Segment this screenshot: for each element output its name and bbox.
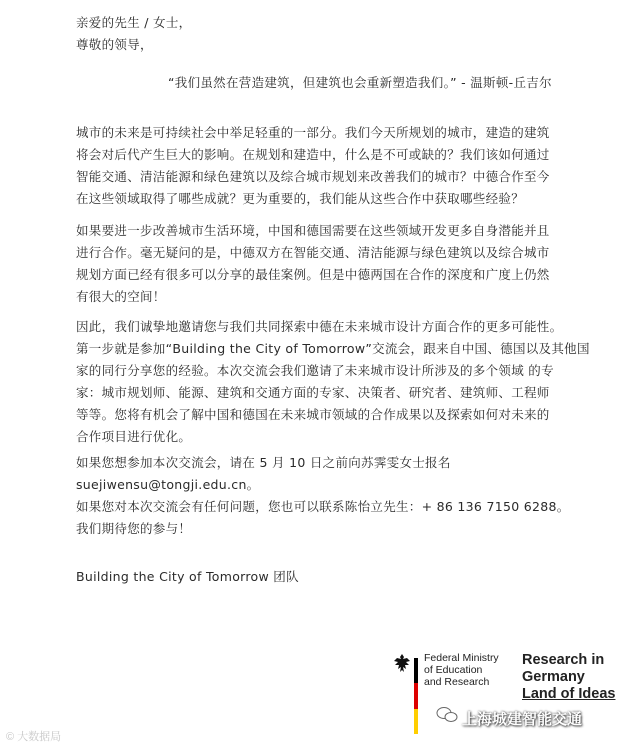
watermark-left: © 大数据局 bbox=[6, 731, 62, 743]
bmbf-line: and Research bbox=[424, 676, 490, 688]
paragraph-line: 智能交通、清洁能源和绿色建筑以及综合城市规划来改善我们的城市？中德合作至今 bbox=[76, 169, 550, 184]
paragraph-line: 合作项目进行优化。 bbox=[76, 429, 192, 444]
paragraph-line: 因此，我们诚挚地邀请您与我们共同探索中德在未来城市设计方面合作的更多可能性。 bbox=[76, 319, 563, 334]
bmbf-line: of Education bbox=[424, 664, 483, 676]
paragraph-line: 进行合作。毫无疑问的是，中德双方在智能交通、清洁能源与绿色建筑以及综合城市 bbox=[76, 245, 550, 260]
rig-line: Research in bbox=[522, 652, 605, 668]
paragraph-line: 如果您想参加本次交流会，请在 5 月 10 日之前向苏霁雯女士报名 bbox=[76, 455, 451, 470]
paragraph-line: 如果您对本次交流会有任何问题，您也可以联系陈怡立先生：+ 86 136 7150 6288。 bbox=[76, 499, 570, 514]
wechat-icon bbox=[436, 706, 458, 724]
signature: Building the City of Tomorrow 团队 bbox=[76, 569, 299, 584]
paragraph-2 bbox=[76, 220, 596, 308]
paragraph-line: 规划方面已经有很多可以分享的最佳案例。但是中德两国在合作的深度和广度上仍然 bbox=[76, 267, 550, 282]
greeting-line-2: 尊敬的领导， bbox=[76, 37, 153, 52]
paragraph-3 bbox=[76, 316, 596, 448]
paragraph-line: 我们期待您的参与！ bbox=[76, 521, 192, 536]
paragraph-line: 将会对后代产生巨大的影响。在规划和建造中，什么是不可或缺的？我们该如何通过 bbox=[76, 147, 550, 162]
rig-line: Land of Ideas bbox=[522, 686, 616, 702]
paragraph-1 bbox=[76, 122, 596, 210]
email-link[interactable]: suejiwensu@tongji.edu.cn。 bbox=[76, 477, 260, 492]
paragraph-line: 家的同行分享您的经验。本次交流会我们邀请了未来城市设计所涉及的多个领域 的专 bbox=[76, 363, 554, 378]
rig-line: Germany bbox=[522, 669, 585, 685]
paragraph-line: 城市的未来是可持续社会中举足轻重的一部分。我们今天所规划的城市，建造的建筑 bbox=[76, 125, 550, 140]
paragraph-line: 等等。您将有机会了解中国和德国在未来城市领域的合作成果以及探索如何对未来的 bbox=[76, 407, 550, 422]
paragraph-line: 第一步就是参加“Building the City of Tomorrow”交流会，跟来自中国、德国以及其他国 bbox=[76, 341, 590, 356]
paragraph-4 bbox=[76, 452, 596, 540]
paragraph-line: 如果要进一步改善城市生活环境，中国和德国需要在这些领域开发更多自身潜能并且 bbox=[76, 223, 550, 238]
paragraph-line: 有很大的空间！ bbox=[76, 289, 166, 304]
research-in-germany-logo bbox=[522, 652, 615, 703]
sponsor-logos bbox=[392, 652, 640, 748]
german-flag-bar bbox=[414, 658, 418, 734]
churchill-quote: “我们虽然在营造建筑，但建筑也会重新塑造我们。” - 温斯顿-丘吉尔 bbox=[168, 75, 552, 90]
greeting-line-1: 亲爱的先生 / 女士， bbox=[76, 15, 192, 30]
federal-eagle-icon bbox=[392, 652, 412, 682]
watermark-right: 上海城建智能交通 bbox=[462, 710, 583, 728]
bmbf-logo-text bbox=[424, 652, 499, 688]
bmbf-line: Federal Ministry bbox=[424, 652, 499, 664]
paragraph-line: 在这些领域取得了哪些成就？更为重要的，我们能从这些合作中获取哪些经验？ bbox=[76, 191, 525, 206]
paragraph-line: 家：城市规划师、能源、建筑和交通方面的专家、决策者、研究者、建筑师、工程师 bbox=[76, 385, 550, 400]
